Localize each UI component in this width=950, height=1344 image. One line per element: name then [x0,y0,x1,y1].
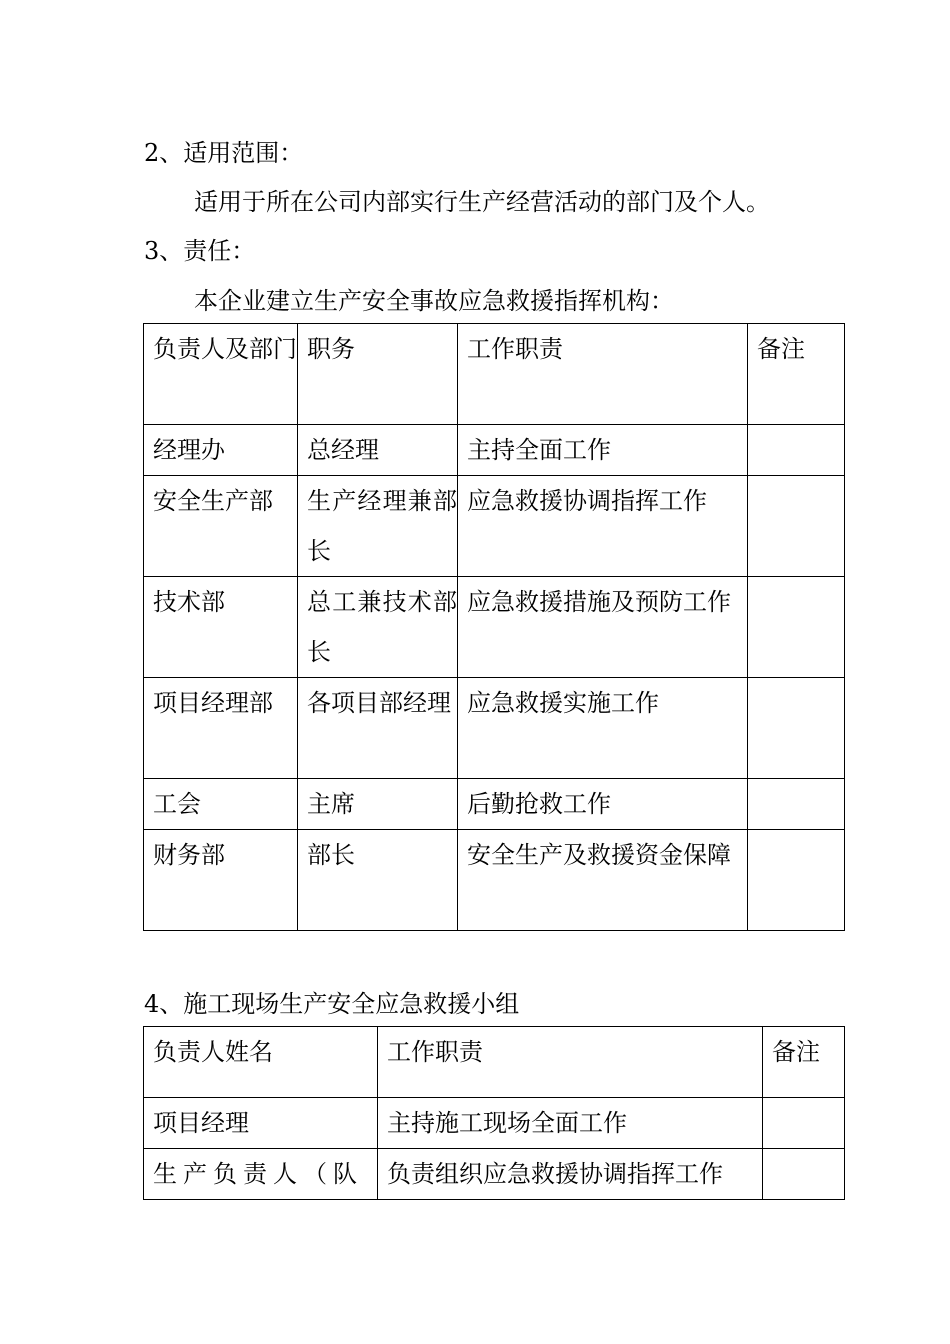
table-cell [748,476,845,577]
header-cell: 备注 [763,1027,845,1098]
table-row [144,678,845,779]
table-cell [748,779,845,830]
table-cell: 主持全面工作 [458,425,748,476]
table-cell: 生产经理兼部长 [298,476,458,577]
header-cell: 工作职责 [378,1027,763,1098]
table-cell [748,830,845,931]
table-row [144,1098,845,1149]
table-cell: 安全生产及救援资金保障 [458,830,748,931]
table-cell: 应急救援实施工作 [458,678,748,779]
table-cell [763,1149,845,1200]
table-cell: 项目经理部 [144,678,298,779]
table-cell: 主持施工现场全面工作 [378,1098,763,1149]
header-cell: 负责人及部门 [144,324,298,425]
section-2-body: 适用于所在公司内部实行生产经营活动的部门及个人。 [194,188,770,216]
header-cell: 职务 [298,324,458,425]
table-row [144,425,845,476]
table-cell: 技术部 [144,577,298,678]
header-cell: 备注 [748,324,845,425]
table-row [144,577,845,678]
table-cell: 安全生产部 [144,476,298,577]
table-cell: 应急救援措施及预防工作 [458,577,748,678]
section-3-body: 本企业建立生产安全事故应急救援指挥机构： [194,287,674,315]
section-2-heading: 2、适用范围： [144,139,304,167]
table-cell: 总经理 [298,425,458,476]
table-cell: 工会 [144,779,298,830]
table-cell: 经理办 [144,425,298,476]
table-cell [748,678,845,779]
table-header-row [144,324,845,425]
section-3-heading: 3、责任： [144,237,256,265]
table-cell [748,425,845,476]
header-cell: 工作职责 [458,324,748,425]
table-cell: 负责组织应急救援协调指挥工作 [378,1149,763,1200]
table-cell: 生产负责人（队 [144,1149,378,1200]
table-cell [748,577,845,678]
table-cell: 各项目部经理 [298,678,458,779]
table-cell: 后勤抢救工作 [458,779,748,830]
header-cell: 负责人姓名 [144,1027,378,1098]
rescue-team-table [143,1026,845,1200]
section-4-heading: 4、施工现场生产安全应急救援小组 [144,990,520,1018]
table-row [144,830,845,931]
table-cell: 应急救援协调指挥工作 [458,476,748,577]
table-cell [763,1098,845,1149]
table-cell: 主席 [298,779,458,830]
table-cell: 项目经理 [144,1098,378,1149]
table-row [144,779,845,830]
table-row [144,476,845,577]
table-cell: 财务部 [144,830,298,931]
table-row [144,1149,845,1200]
table-header-row [144,1027,845,1098]
command-structure-table [143,323,845,931]
table-cell: 部长 [298,830,458,931]
table-cell: 总工兼技术部长 [298,577,458,678]
